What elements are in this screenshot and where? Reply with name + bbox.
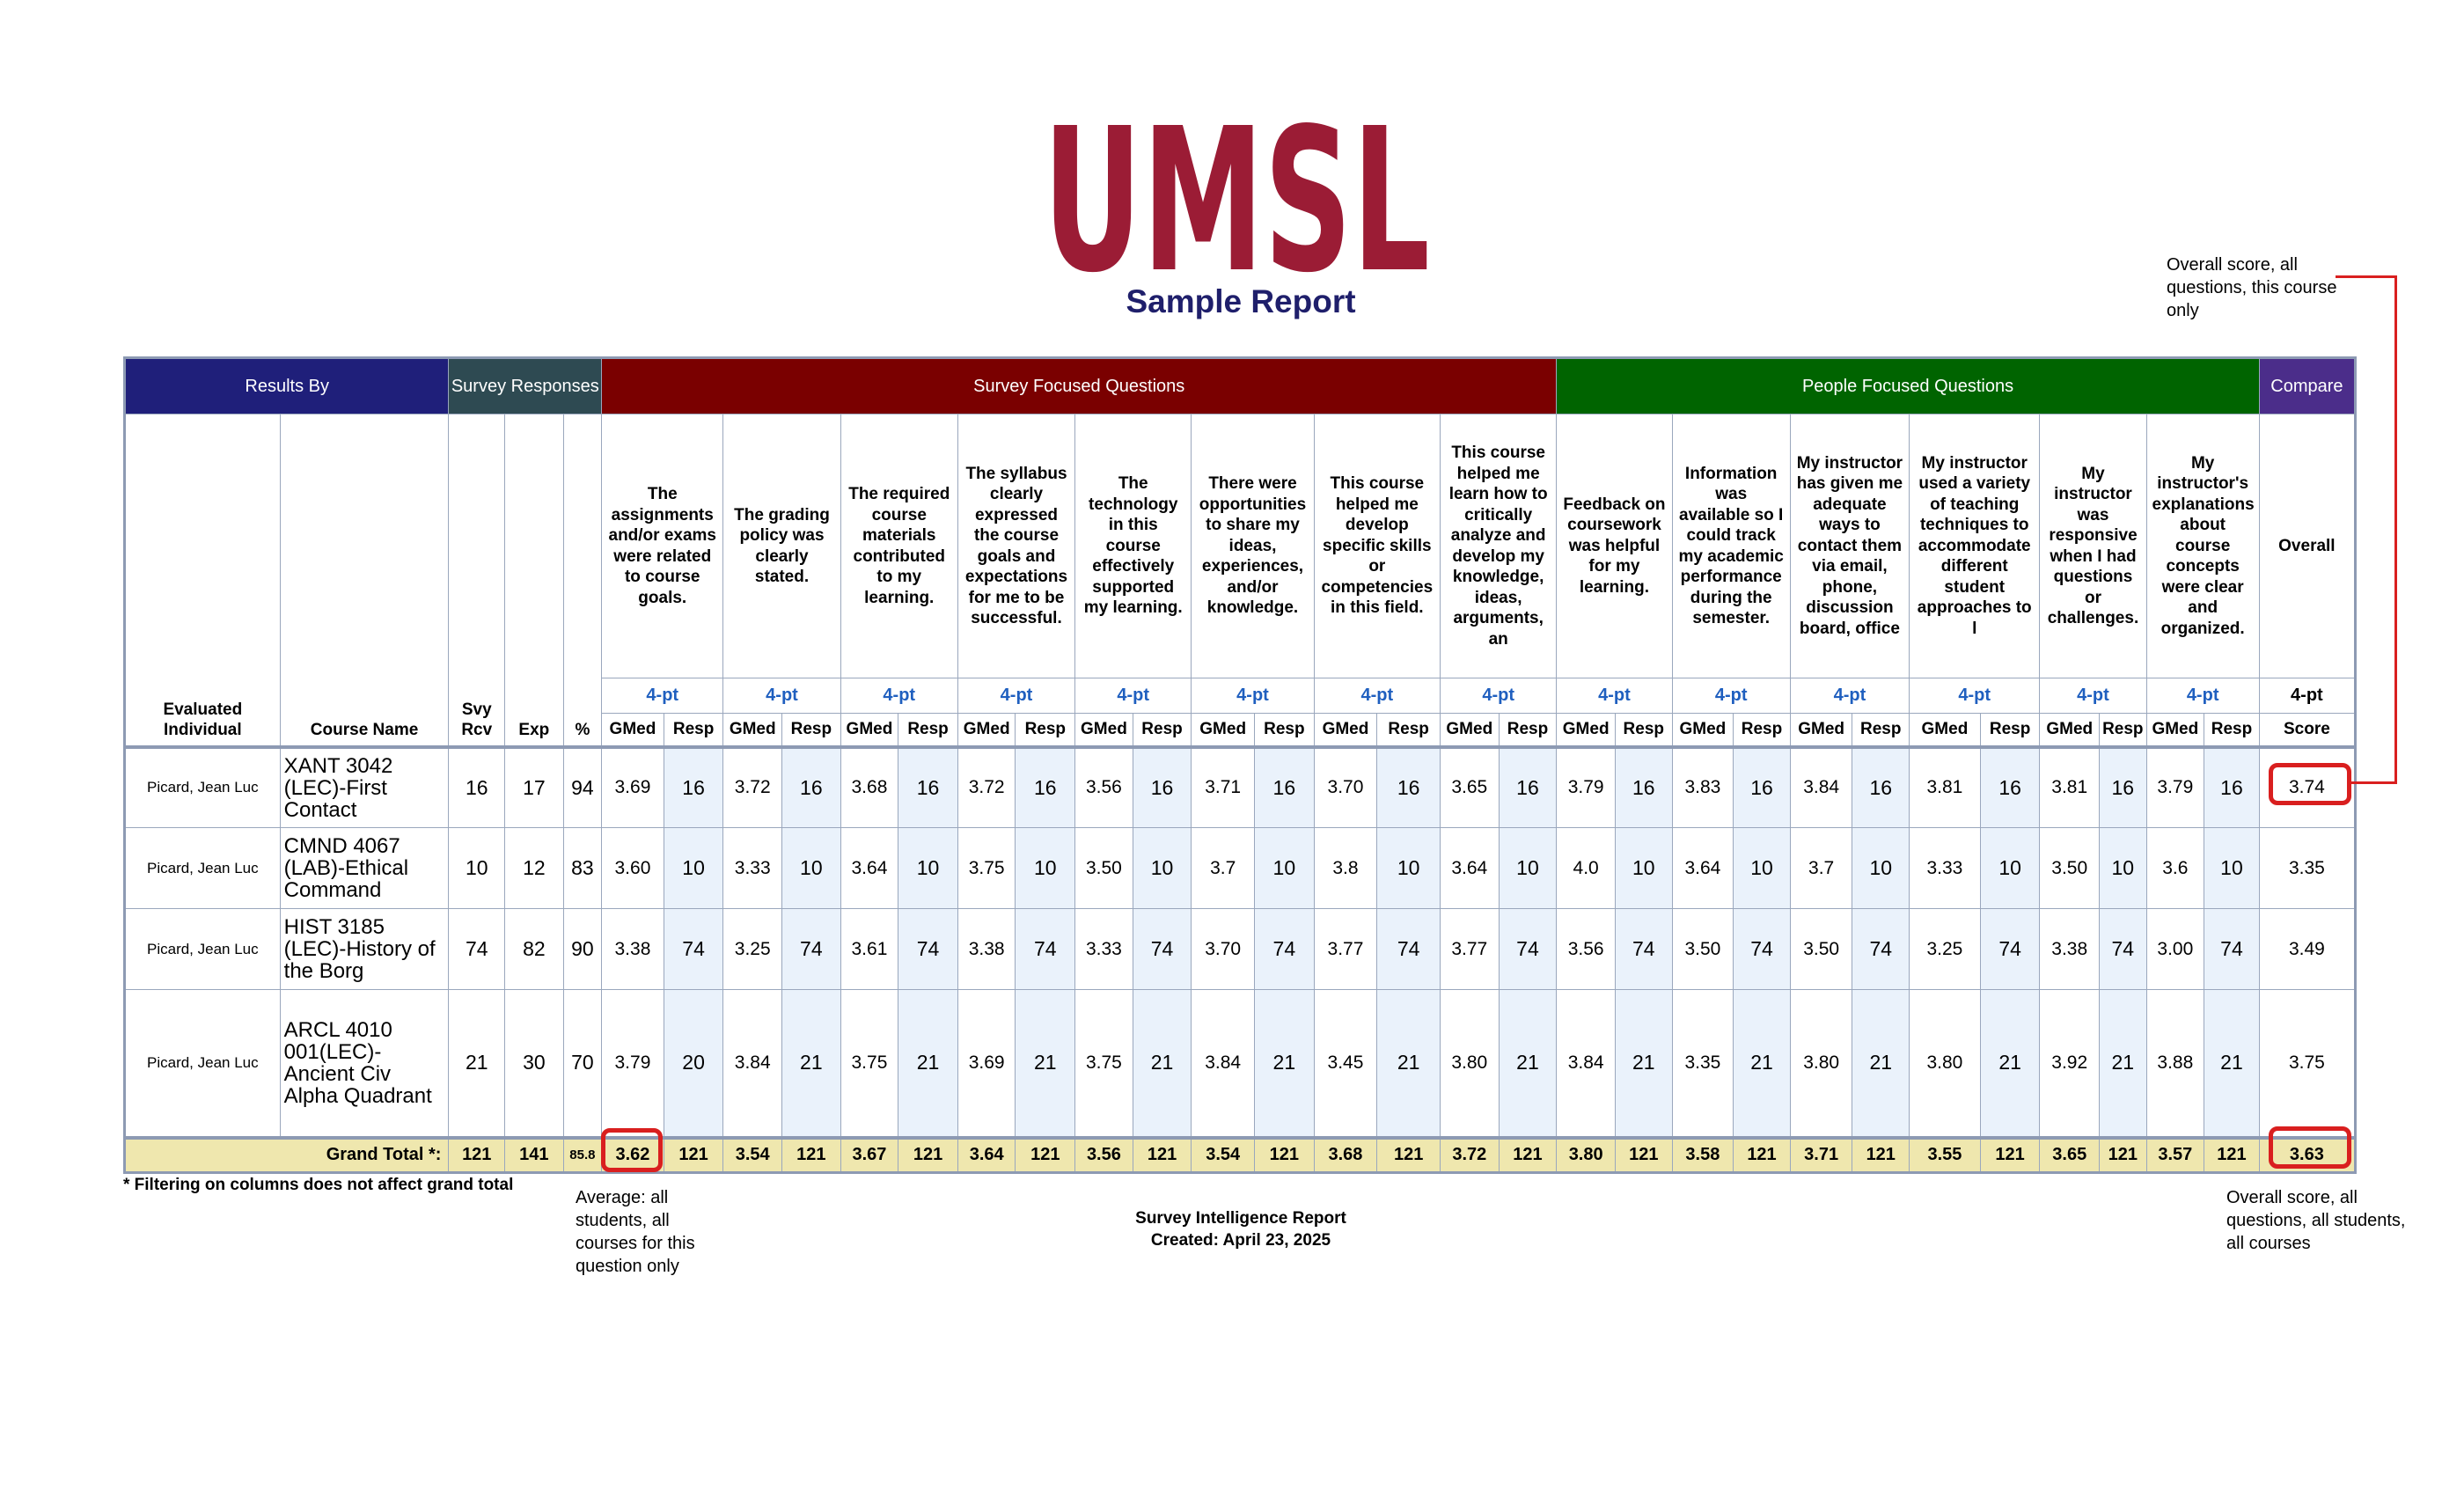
gmed-header: GMed <box>602 714 664 747</box>
resp-value: 74 <box>898 909 958 990</box>
resp-value: 74 <box>1499 909 1557 990</box>
overall-score: 3.35 <box>2259 828 2355 909</box>
table-row <box>125 828 2356 909</box>
report-table <box>123 356 2357 1174</box>
table-row <box>125 990 2356 1138</box>
table-row <box>125 747 2356 828</box>
gmed-value: 3.80 <box>1790 990 1852 1138</box>
header-evaluated-individual: Evaluated Individual <box>125 414 281 747</box>
gmed-value: 3.6 <box>2146 828 2204 909</box>
resp-header: Resp <box>664 714 723 747</box>
grand-total-resp: 121 <box>1615 1138 1672 1173</box>
pct-value: 70 <box>563 990 601 1138</box>
resp-header: Resp <box>1499 714 1557 747</box>
resp-value: 16 <box>2100 747 2147 828</box>
resp-header: Resp <box>1377 714 1441 747</box>
course-name: HIST 3185 (LEC)-History of the Borg <box>280 909 449 990</box>
grand-total-resp: 121 <box>1377 1138 1441 1173</box>
overall-score: 3.75 <box>2259 990 2355 1138</box>
resp-value: 10 <box>2100 828 2147 909</box>
resp-value: 21 <box>898 990 958 1138</box>
gmed-header: GMed <box>1192 714 1255 747</box>
gmed-header: GMed <box>1075 714 1133 747</box>
gmed-value: 3.50 <box>2040 828 2100 909</box>
resp-value: 10 <box>1133 828 1192 909</box>
gmed-header: GMed <box>1314 714 1377 747</box>
grand-total-resp: 121 <box>2204 1138 2260 1173</box>
gmed-value: 3.92 <box>2040 990 2100 1138</box>
grand-total-resp: 121 <box>1016 1138 1075 1173</box>
resp-value: 10 <box>1615 828 1672 909</box>
question-header: Information was available so I could track my academic performance during the semester. <box>1672 414 1790 678</box>
grand-total-resp: 121 <box>1980 1138 2040 1173</box>
gmed-value: 3.64 <box>1672 828 1734 909</box>
header-pct: % <box>563 414 601 747</box>
gmed-value: 3.80 <box>1910 990 1981 1138</box>
band-results-by: Results By <box>125 358 449 414</box>
leader-line-vertical <box>2394 275 2397 784</box>
gmed-value: 3.65 <box>1440 747 1499 828</box>
resp-header: Resp <box>1255 714 1315 747</box>
gmed-value: 3.56 <box>1557 909 1616 990</box>
umsl-logo <box>1038 113 1434 280</box>
resp-value: 21 <box>1499 990 1557 1138</box>
gmed-value: 3.38 <box>957 909 1016 990</box>
scale-label: 4-pt <box>2040 678 2146 714</box>
gmed-value: 3.79 <box>602 990 664 1138</box>
gmed-value: 3.7 <box>1790 828 1852 909</box>
resp-value: 74 <box>1615 909 1672 990</box>
question-header: The grading policy was clearly stated. <box>723 414 840 678</box>
resp-value: 74 <box>1734 909 1791 990</box>
question-header: Feedback on coursework was helpful for my learning. <box>1557 414 1672 678</box>
report-subtitle: Sample Report <box>1126 283 1356 319</box>
resp-value: 21 <box>2100 990 2147 1138</box>
score-header: Score <box>2259 714 2355 747</box>
resp-value: 16 <box>1615 747 1672 828</box>
gmed-value: 3.60 <box>602 828 664 909</box>
evaluated-individual: Picard, Jean Luc <box>125 990 281 1138</box>
resp-value: 74 <box>2100 909 2147 990</box>
evaluated-individual: Picard, Jean Luc <box>125 909 281 990</box>
resp-value: 16 <box>1980 747 2040 828</box>
grand-total-resp: 121 <box>1734 1138 1791 1173</box>
gmed-value: 3.88 <box>2146 990 2204 1138</box>
gmed-value: 3.68 <box>840 747 898 828</box>
svy-rcv-value: 10 <box>449 828 505 909</box>
gmed-value: 3.69 <box>957 990 1016 1138</box>
resp-value: 10 <box>782 828 841 909</box>
gmed-value: 3.69 <box>602 747 664 828</box>
overall-scale-label: 4-pt <box>2259 678 2355 714</box>
gmed-value: 3.33 <box>1910 828 1981 909</box>
exp-value: 12 <box>505 828 564 909</box>
annotation-overall-all: Overall score, all questions, all students, all courses <box>2226 1188 2406 1253</box>
resp-value: 21 <box>1377 990 1441 1138</box>
gmed-value: 3.84 <box>723 990 782 1138</box>
gmed-value: 3.50 <box>1790 909 1852 990</box>
grand-total-resp: 121 <box>2100 1138 2147 1173</box>
resp-header: Resp <box>2100 714 2147 747</box>
resp-value: 74 <box>1016 909 1075 990</box>
question-header: This course helped me learn how to critically analyze and develop my knowledge, ideas, arguments, an <box>1440 414 1556 678</box>
gmed-value: 3.64 <box>840 828 898 909</box>
gmed-value: 3.50 <box>1672 909 1734 990</box>
resp-value: 74 <box>664 909 723 990</box>
scale-label: 4-pt <box>1672 678 1790 714</box>
gmed-value: 3.70 <box>1314 747 1377 828</box>
resp-value: 21 <box>782 990 841 1138</box>
resp-header: Resp <box>898 714 958 747</box>
gmed-value: 3.38 <box>602 909 664 990</box>
question-header: My instructor was responsive when I had questions or challenges. <box>2040 414 2146 678</box>
gmed-value: 3.80 <box>1440 990 1499 1138</box>
resp-value: 21 <box>1615 990 1672 1138</box>
scale-label: 4-pt <box>1314 678 1440 714</box>
gmed-value: 3.00 <box>2146 909 2204 990</box>
gmed-value: 3.81 <box>1910 747 1981 828</box>
resp-value: 74 <box>1133 909 1192 990</box>
grand-total-gmed: 3.54 <box>1192 1138 1255 1173</box>
resp-header: Resp <box>1615 714 1672 747</box>
resp-value: 74 <box>2204 909 2260 990</box>
resp-value: 16 <box>1016 747 1075 828</box>
table-row <box>125 909 2356 990</box>
footer-created: Created: April 23, 2025 <box>1150 1231 1331 1250</box>
question-header: My instructor used a variety of teaching techniques to accommodate different student approaches to l <box>1910 414 2040 678</box>
logo-text: UMSL <box>1043 113 1430 280</box>
gmed-header: GMed <box>840 714 898 747</box>
resp-header: Resp <box>1980 714 2040 747</box>
gmed-value: 3.64 <box>1440 828 1499 909</box>
resp-header: Resp <box>2204 714 2260 747</box>
grand-total-resp: 121 <box>1499 1138 1557 1173</box>
resp-value: 10 <box>898 828 958 909</box>
gmed-header: GMed <box>1910 714 1981 747</box>
resp-header: Resp <box>1016 714 1075 747</box>
gmed-value: 3.70 <box>1192 909 1255 990</box>
grand-total-gmed: 3.57 <box>2146 1138 2204 1173</box>
leader-line-bottom <box>2350 781 2397 784</box>
scale-label: 4-pt <box>1557 678 1672 714</box>
grand-total-resp: 121 <box>898 1138 958 1173</box>
overall-score: 3.49 <box>2259 909 2355 990</box>
resp-value: 16 <box>1133 747 1192 828</box>
resp-value: 16 <box>1377 747 1441 828</box>
filter-note: * Filtering on columns does not affect grand total <box>123 1176 514 1194</box>
resp-value: 10 <box>1016 828 1075 909</box>
scale-label: 4-pt <box>1440 678 1556 714</box>
grand-total-resp: 121 <box>664 1138 723 1173</box>
grand-total-svy: 121 <box>449 1138 505 1173</box>
resp-value: 10 <box>2204 828 2260 909</box>
scale-label: 4-pt <box>1790 678 1909 714</box>
course-name: CMND 4067 (LAB)-Ethical Command <box>280 828 449 909</box>
resp-header: Resp <box>1852 714 1910 747</box>
gmed-value: 3.75 <box>840 990 898 1138</box>
question-header: The required course materials contributed to my learning. <box>840 414 957 678</box>
course-name: ARCL 4010 001(LEC)-Ancient Civ Alpha Quadrant <box>280 990 449 1138</box>
annotation-overall-course: Overall score, all questions, this course only <box>2167 255 2337 320</box>
svy-rcv-value: 21 <box>449 990 505 1138</box>
resp-value: 10 <box>1734 828 1791 909</box>
grand-total-gmed: 3.56 <box>1075 1138 1133 1173</box>
gmed-value: 3.77 <box>1314 909 1377 990</box>
grand-total-gmed: 3.54 <box>723 1138 782 1173</box>
gmed-value: 3.79 <box>1557 747 1616 828</box>
footer-title: Survey Intelligence Report <box>1135 1209 1346 1228</box>
exp-value: 30 <box>505 990 564 1138</box>
gmed-header: GMed <box>1790 714 1852 747</box>
gmed-header: GMed <box>2146 714 2204 747</box>
scale-label: 4-pt <box>2146 678 2259 714</box>
resp-value: 16 <box>1734 747 1791 828</box>
grand-total-exp: 141 <box>505 1138 564 1173</box>
scale-label: 4-pt <box>1192 678 1314 714</box>
gmed-value: 3.84 <box>1790 747 1852 828</box>
resp-value: 10 <box>1852 828 1910 909</box>
gmed-value: 3.33 <box>1075 909 1133 990</box>
resp-value: 21 <box>1852 990 1910 1138</box>
course-name: XANT 3042 (LEC)-First Contact <box>280 747 449 828</box>
question-header: There were opportunities to share my ideas, experiences, and/or knowledge. <box>1192 414 1314 678</box>
gmed-value: 3.45 <box>1314 990 1377 1138</box>
gmed-value: 3.84 <box>1192 990 1255 1138</box>
grand-total-resp: 121 <box>1255 1138 1315 1173</box>
gmed-value: 3.25 <box>723 909 782 990</box>
grand-total-gmed: 3.65 <box>2040 1138 2100 1173</box>
grand-total-gmed: 3.55 <box>1910 1138 1981 1173</box>
grand-total-label: Grand Total *: <box>125 1138 449 1173</box>
gmed-value: 3.75 <box>1075 990 1133 1138</box>
grand-total-gmed: 3.72 <box>1440 1138 1499 1173</box>
grand-total-resp: 121 <box>1852 1138 1910 1173</box>
resp-value: 10 <box>1980 828 2040 909</box>
resp-value: 21 <box>1980 990 2040 1138</box>
header-svy-rcv: Svy Rcv <box>449 414 505 747</box>
gmed-value: 4.0 <box>1557 828 1616 909</box>
grand-total-gmed: 3.58 <box>1672 1138 1734 1173</box>
question-header: My instructor has given me adequate ways to contact them via email, phone, discussion board, office <box>1790 414 1909 678</box>
svy-rcv-value: 74 <box>449 909 505 990</box>
question-header: My instructor's explanations about course concepts were clear and organized. <box>2146 414 2259 678</box>
resp-value: 74 <box>1255 909 1315 990</box>
header-exp: Exp <box>505 414 564 747</box>
grand-total-pct: 85.8 <box>563 1138 601 1173</box>
question-header: The assignments and/or exams were related to course goals. <box>602 414 723 678</box>
gmed-value: 3.84 <box>1557 990 1616 1138</box>
gmed-header: GMed <box>1440 714 1499 747</box>
scale-label: 4-pt <box>1075 678 1192 714</box>
highlight-overall-grand <box>2269 1126 2351 1169</box>
gmed-header: GMed <box>957 714 1016 747</box>
grand-total-resp: 121 <box>782 1138 841 1173</box>
resp-value: 74 <box>782 909 841 990</box>
gmed-value: 3.77 <box>1440 909 1499 990</box>
gmed-header: GMed <box>2040 714 2100 747</box>
overall-header: Overall <box>2259 414 2355 678</box>
gmed-value: 3.72 <box>957 747 1016 828</box>
annotation-average: Average: all students, all courses for this question only <box>576 1188 695 1276</box>
grand-total-gmed: 3.64 <box>957 1138 1016 1173</box>
scale-label: 4-pt <box>1910 678 2040 714</box>
grand-total-resp: 121 <box>1133 1138 1192 1173</box>
grand-total-gmed: 3.80 <box>1557 1138 1616 1173</box>
grand-total-overall: 3.63 <box>2259 1138 2355 1173</box>
svy-rcv-value: 16 <box>449 747 505 828</box>
gmed-value: 3.56 <box>1075 747 1133 828</box>
question-header: This course helped me develop specific skills or competencies in this field. <box>1314 414 1440 678</box>
resp-value: 21 <box>1255 990 1315 1138</box>
band-survey-responses: Survey Responses <box>449 358 602 414</box>
highlight-average-question <box>601 1128 663 1172</box>
pct-value: 94 <box>563 747 601 828</box>
resp-value: 10 <box>1499 828 1557 909</box>
resp-value: 21 <box>1133 990 1192 1138</box>
resp-value: 21 <box>1734 990 1791 1138</box>
resp-header: Resp <box>1734 714 1791 747</box>
band-survey-focused: Survey Focused Questions <box>602 358 1557 414</box>
exp-value: 82 <box>505 909 564 990</box>
resp-value: 21 <box>1016 990 1075 1138</box>
gmed-header: GMed <box>1672 714 1734 747</box>
pct-value: 83 <box>563 828 601 909</box>
gmed-value: 3.35 <box>1672 990 1734 1138</box>
gmed-header: GMed <box>1557 714 1616 747</box>
exp-value: 17 <box>505 747 564 828</box>
header-course-name: Course Name <box>280 414 449 747</box>
resp-value: 16 <box>1499 747 1557 828</box>
question-header: The syllabus clearly expressed the course goals and expectations for me to be successful. <box>957 414 1074 678</box>
gmed-value: 3.25 <box>1910 909 1981 990</box>
grand-total-gmed: 3.67 <box>840 1138 898 1173</box>
gmed-value: 3.72 <box>723 747 782 828</box>
gmed-value: 3.7 <box>1192 828 1255 909</box>
resp-value: 16 <box>2204 747 2260 828</box>
gmed-value: 3.83 <box>1672 747 1734 828</box>
resp-value: 16 <box>898 747 958 828</box>
gmed-value: 3.79 <box>2146 747 2204 828</box>
gmed-value: 3.38 <box>2040 909 2100 990</box>
resp-value: 74 <box>1377 909 1441 990</box>
question-header: The technology in this course effectively supported my learning. <box>1075 414 1192 678</box>
gmed-value: 3.50 <box>1075 828 1133 909</box>
resp-value: 10 <box>1255 828 1315 909</box>
leader-line-top <box>2336 275 2397 278</box>
resp-value: 21 <box>2204 990 2260 1138</box>
resp-header: Resp <box>782 714 841 747</box>
gmed-value: 3.81 <box>2040 747 2100 828</box>
resp-header: Resp <box>1133 714 1192 747</box>
scale-label: 4-pt <box>602 678 723 714</box>
grand-total-gmed: 3.71 <box>1790 1138 1852 1173</box>
resp-value: 74 <box>1980 909 2040 990</box>
gmed-value: 3.8 <box>1314 828 1377 909</box>
overall-score: 3.74 <box>2259 747 2355 828</box>
resp-value: 10 <box>664 828 723 909</box>
gmed-value: 3.61 <box>840 909 898 990</box>
resp-value: 16 <box>664 747 723 828</box>
resp-value: 10 <box>1377 828 1441 909</box>
scale-label: 4-pt <box>840 678 957 714</box>
resp-value: 16 <box>1852 747 1910 828</box>
evaluated-individual: Picard, Jean Luc <box>125 747 281 828</box>
gmed-value: 3.71 <box>1192 747 1255 828</box>
band-people-focused: People Focused Questions <box>1557 358 2259 414</box>
gmed-value: 3.75 <box>957 828 1016 909</box>
scale-label: 4-pt <box>723 678 840 714</box>
resp-value: 16 <box>782 747 841 828</box>
grand-total-row <box>125 1138 2356 1173</box>
evaluated-individual: Picard, Jean Luc <box>125 828 281 909</box>
scale-label: 4-pt <box>957 678 1074 714</box>
highlight-overall-course <box>2269 763 2351 805</box>
gmed-header: GMed <box>723 714 782 747</box>
gmed-value: 3.33 <box>723 828 782 909</box>
footer <box>1056 1207 1426 1251</box>
grand-total-gmed: 3.68 <box>1314 1138 1377 1173</box>
pct-value: 90 <box>563 909 601 990</box>
resp-value: 74 <box>1852 909 1910 990</box>
resp-value: 16 <box>1255 747 1315 828</box>
resp-value: 20 <box>664 990 723 1138</box>
grand-total-gmed: 3.62 <box>602 1138 664 1173</box>
band-compare: Compare <box>2259 358 2355 414</box>
